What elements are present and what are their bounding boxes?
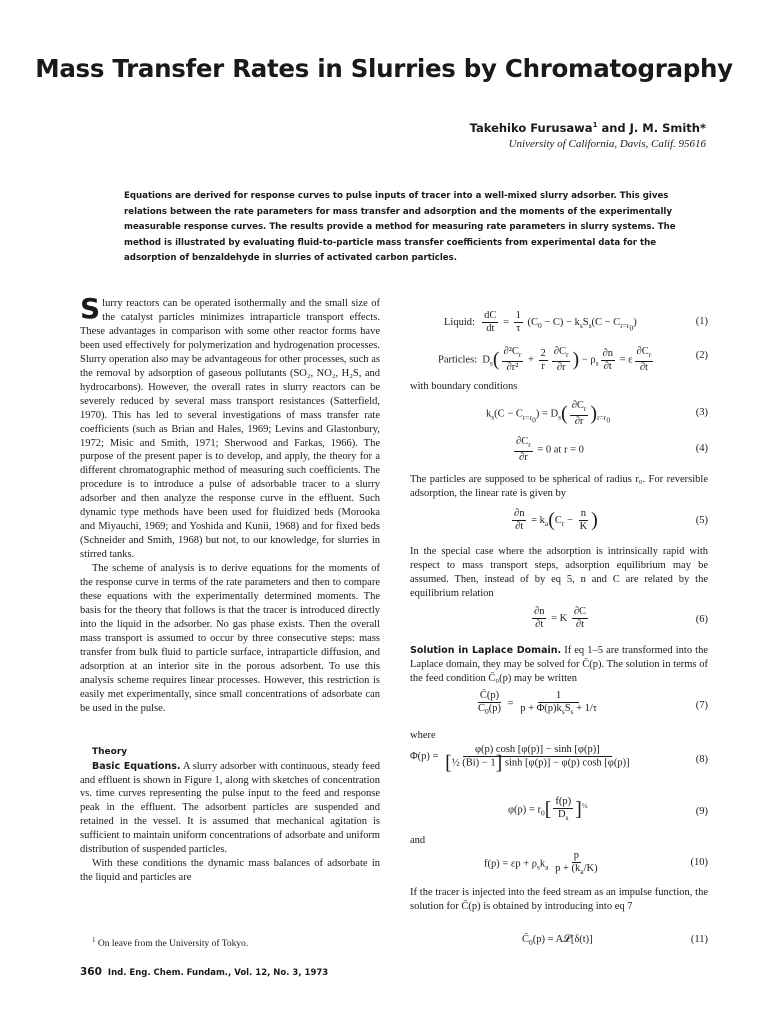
eq-number: (9) xyxy=(695,806,708,817)
boundary-conditions-text: with boundary conditions xyxy=(410,381,518,392)
equation-8: Φ(p) = $\frac{\varphi(p) \cosh [\varphi(p)] - \sinh [\varphi(p)]}{\text{[½ (Bi) − 1] sinh [φ(p)] − φ(p) cosh [φ(p)]}}$ xyxy=(410,744,630,774)
journal-citation: Ind. Eng. Chem. Fundam., Vol. 12, No. 3, 1973 xyxy=(107,968,329,978)
equation-6: $\frac{\partial n}{\partial t}$ = K $\frac{\partial C}{\partial t}$ xyxy=(534,606,587,630)
mass-balance-paragraph: With these conditions the dynamic mass balances of adsorbate in the liquid and particles are xyxy=(80,858,380,884)
spherical-particles-text: The particles are supposed to be spherical of radius r₀. For reversible adsorption, the linear rate is given by xyxy=(410,474,708,499)
left-column xyxy=(80,292,380,885)
eq-number: (6) xyxy=(695,614,708,625)
equation-7: $\frac{C̄(p)}{C̄_0(p)}$ = $\frac{1}{p + \Phi(p)k_sS_s + 1/\tau}$ xyxy=(478,690,598,717)
drop-cap: S xyxy=(80,292,101,325)
abstract: Equations are derived for response curves to pulse inputs of tracer into a well-mixed slurry adsorber. This gives relations between the rate parameters for mass transfer and adsorption and the moments of the experimentally measurable response curves. The results provide a method for measuring rate parameters in slurry systems. The method is illustrated by evaluating fluid-to-particle mass transfer coefficients from experimental data for the adsorption of benzaldehyde in slurries of activated carbon particles. xyxy=(124,191,676,264)
authors: Takehiko Furusawa$^1$ and J. M. Smith* xyxy=(469,121,706,135)
intro-paragraph: Slurry reactors can be operated isothermally and the small size of the catalyst particles minimizes intraparticle transport effects. These advantages in comparison with some other reactor forms have been used effectively for polymerization and hydrogenation processes. Slurry operation also may be advantageous for other processes, such as the removal by adsorption of gaseous pollutants (SO₂, NO₂, H₂S, and hydrocarbons). However, the overall rates in slurry reactors can be severely reduced by several mass transport resistances (Satterfield, 1970). This has led to several investigations of mass transfer rate coefficients (such as Brian and Hales, 1969; Levins and Glastonbury, 1972; Misic and Smith, 1971; Sherwood and Farkas, 1966). The purpose of the present paper is to develop, and apply, the theory for a different chromatographic method of measuring such coefficients. The procedure is to introduce a pulse of adsorbable tracer to a slurry adsorber and then analyze the response curve in the effluent. Such dynamic type methods have been used for fluidized beds (Morooka and Miyauchi, 1969; and Yoshida and Kunii, 1968) and for fixed beds (Schneider and Smith, 1968) but not, to our knowledge, for slurries in stirred tanks. xyxy=(80,292,380,561)
page-number: 360 xyxy=(80,966,102,978)
basic-equations-paragraph: Basic Equations. A slurry adsorber with continuous, steady feed and effluent is shown in Figure 1, along with sketches of concentration vs. time curves representing the pulse input to the feed and response peak in the effluent. The adsorbent particles are suspended and retained in the vessel. It is assumed that mechanical agitation is sufficient to maintain uniform concentrations of adsorbate and uniform distribution of suspended particles. xyxy=(80,760,380,856)
equation-2: Particles: $D_s$( $\frac{\partial^2C_r}{\text{∂r²}}$ + $\frac{2}{r}$ $\frac{\partial C_r}{\partial r}$ ) − $\rho_s$ $\frac{\partial n}{\partial t}$ = ε $\frac{\partial C_r}{\partial t}$ xyxy=(438,346,652,374)
impulse-text: If the tracer is injected into the feed stream as an impulse function, the solution for C̄(p) is obtained by introducing into eq 7 xyxy=(410,887,708,912)
eq-number: (8) xyxy=(695,754,708,765)
scheme-paragraph: The scheme of analysis is to derive equations for the moments of the response curve in terms of the rate parameters and then to compare these equations with the experimentally determined moments. The basis for the theory that follows is that the tracer is introduced directly into the liquid in the adsorber. No gas phase exists. Then the overall mass transport is assumed to occur by three consecutive steps: mass transfer from bulk fluid to particle surface, intraparticle diffusion, and adsorption at an interior site in the porous adsorbent. To use this analysis scheme requires linear processes. However, this restriction is easily met experimentally, since small concentrations of adsorbate can be used in the pulse. xyxy=(80,563,380,714)
equation-10: $f(p) = \varepsilon p + \rho_sk_a$ $\frac{p}{p + (k_a/K)}$ xyxy=(484,850,598,877)
equilibrium-text: In the special case where the adsorption is intrinsically rapid with respect to mass transport steps, adsorption equilibrium may be assumed. Then, instead of by eq 5, n and C are related by the equilibrium relation xyxy=(410,546,708,599)
equation-4: $\frac{\partial C_r}{\partial r}$ = 0 at r = 0 xyxy=(516,436,584,464)
eq-number: (1) xyxy=(695,316,708,327)
paper-title: Mass Transfer Rates in Slurries by Chromatography xyxy=(35,54,733,83)
footnote: $^1$ On leave from the University of Tokyo. xyxy=(92,936,249,950)
section-heading-theory: Theory xyxy=(92,746,128,757)
page-footer xyxy=(80,966,328,978)
eq-number: (4) xyxy=(695,443,708,454)
affiliation: University of California, Davis, Calif. 95616 xyxy=(508,138,706,150)
eq-number: (3) xyxy=(695,407,708,418)
where-text: where xyxy=(410,730,436,741)
equation-3: $k_s(C - C_{r=r_0}) = D_s$( $\frac{\partial C_r}{\partial r}$ )$_{r=r_0}$ xyxy=(486,400,611,428)
eq-number: (2) xyxy=(695,350,708,361)
equation-5: $\frac{\partial n}{\partial t}$ = $k_a(C_r$ − $\frac{n}{K}$ ) xyxy=(514,508,598,532)
eq-number: (7) xyxy=(695,700,708,711)
equation-9: $\varphi(p) = r_0$[ $\frac{f(p)}{D_s}$ ]$^{\frac{1}{2}}$ xyxy=(508,796,588,823)
and-text: and xyxy=(410,835,426,846)
eq-number: (5) xyxy=(695,515,708,526)
equation-11: $C̄_0(p)$ = A𝓛[δ(t)] xyxy=(522,934,593,948)
eq-number: (11) xyxy=(690,934,708,945)
laplace-paragraph: Solution in Laplace Domain. If eq 1–5 are transformed into the Laplace domain, they may be solved for C̄(p). The solution in terms of the feed condition C̄₀(p) may be written xyxy=(410,645,708,684)
equation-1: Liquid: $\frac{dC}{dt}$ = $\frac{1}{\tau}$ $(C_0 - C) - k_sS_s(C - C_{r=r_0})$ xyxy=(444,310,637,334)
eq-number: (10) xyxy=(690,857,708,868)
